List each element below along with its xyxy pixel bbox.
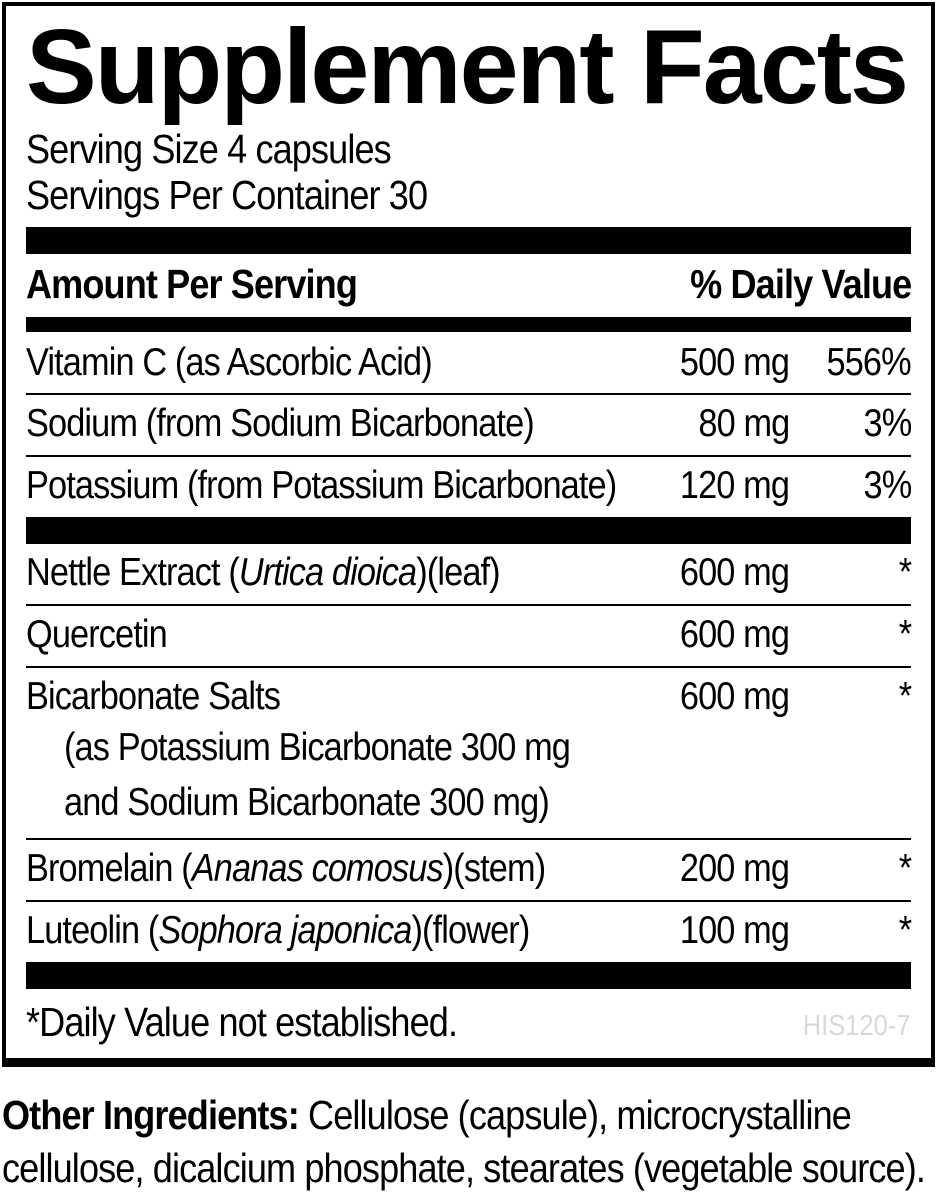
nutrient-daily-value: * [898,612,911,656]
nutrient-daily-value: 556% [826,340,911,384]
other-ingredients-label: Other Ingredients: [2,1092,299,1139]
nutrient-amount: 200 mg [679,847,789,891]
product-code: HIS120-7 [803,1010,911,1043]
table-header-row [26,254,911,317]
section-divider-bar-top [26,227,911,254]
nutrient-amount: 80 mg [698,402,789,446]
supplement-label [0,2,937,1202]
nutrient-daily-value: 3% [863,402,911,446]
table-row-vitamin-c [26,334,911,394]
amount-per-serving-header: Amount Per Serving [26,260,357,307]
daily-value-header: % Daily Value [689,260,911,307]
nutrient-amount: 500 mg [679,340,789,384]
other-ingredients-section [2,1089,935,1194]
nutrient-name: Luteolin (Sophora japonica)(flower) [26,909,530,953]
nutrient-daily-value: 3% [863,464,911,508]
nutrients-group [26,334,911,518]
daily-value-footnote: *Daily Value not established. [26,999,458,1046]
nutrient-name: Sodium (from Sodium Bicarbonate) [26,402,534,446]
nutrient-daily-value: * [898,847,911,891]
nutrient-name: Nettle Extract (Urtica dioica)(leaf) [26,551,500,595]
botanicals-group [26,544,911,962]
other-ingredients-line-2: cellulose, dicalcium phosphate, stearates (vegetable source). [2,1144,926,1191]
table-row-bromelain [26,838,911,900]
panel-title: Supplement Facts [26,8,907,126]
other-ingredients-line-1 [2,1089,935,1141]
nutrient-name: Bicarbonate Salts (as Potassium Bicarbonate 300 mg and Sodium Bicarbonate 300 mg) [26,675,639,831]
nutrient-name: Quercetin [26,612,167,656]
serving-size-line [26,126,911,172]
header-divider-bar [26,317,911,332]
nutrient-amount: 600 mg [679,612,789,656]
table-row-quercetin [26,604,911,666]
nutrient-amount: 600 mg [679,551,789,595]
nutrient-subline: (as Potassium Bicarbonate 300 mg [64,725,570,769]
nutrient-daily-value: * [898,674,911,718]
nutrient-name: Bromelain (Ananas comosus)(stem) [26,847,546,891]
table-row-sodium [26,393,911,455]
servings-per-container-text: Servings Per Container 30 [26,172,428,219]
table-row-luteolin [26,900,911,962]
footnote-row [26,989,911,1058]
section-divider-bar-middle [26,517,911,544]
nutrient-amount: 600 mg [679,674,789,718]
nutrient-daily-value: * [898,551,911,595]
serving-size-text: Serving Size 4 capsules [26,125,391,172]
table-row-potassium [26,455,911,517]
table-row-bicarbonate-salts [26,666,911,839]
nutrient-amount: 100 mg [679,909,789,953]
nutrient-amount: 120 mg [679,464,789,508]
other-ingredients-text: Cellulose (capsule), microcrystalline [308,1092,851,1139]
section-divider-bar-bottom [26,962,911,989]
nutrient-name: Vitamin C (as Ascorbic Acid) [26,340,432,384]
table-row-nettle-extract [26,544,911,604]
nutrient-daily-value: * [898,909,911,953]
nutrient-name: Potassium (from Potassium Bicarbonate) [26,464,617,508]
servings-per-container-line [26,172,911,218]
supplement-facts-panel [2,2,935,1067]
nutrient-subline: and Sodium Bicarbonate 300 mg) [64,780,549,824]
